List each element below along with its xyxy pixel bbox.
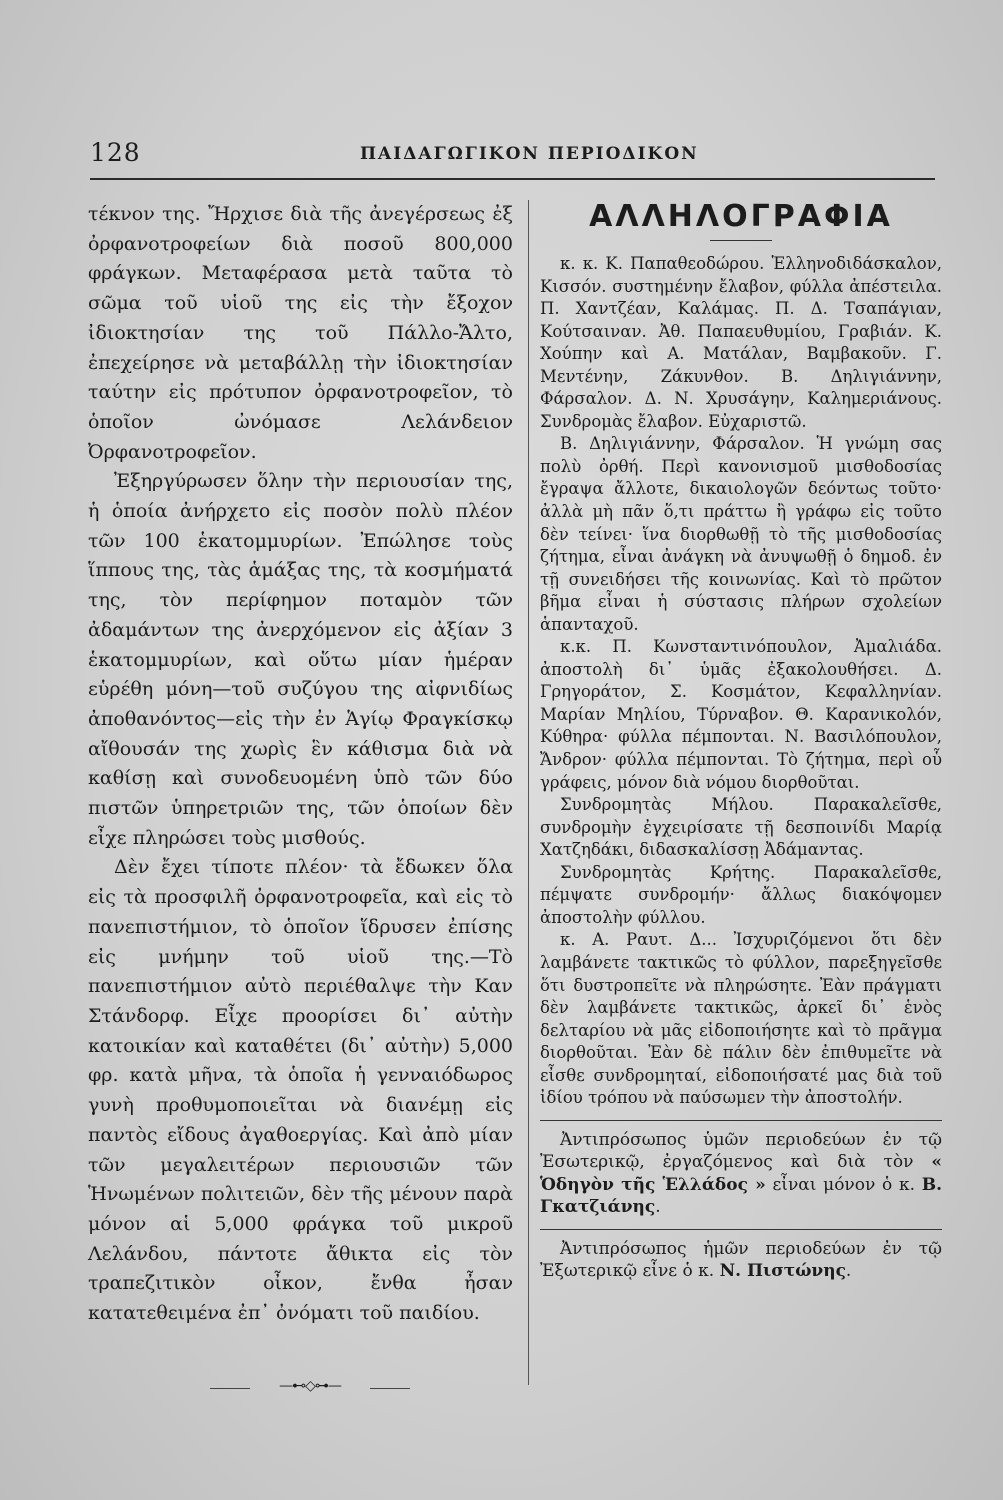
notice-text: Ἀντιπρόσωπος ἡμῶν περιοδεύων ἐν τῷ Ἐξωτερικῷ εἶνε ὁ κ. [540, 1238, 942, 1282]
article-column [88, 200, 513, 1329]
correspondence-column [540, 200, 942, 1283]
ornament-line-right [370, 1388, 410, 1389]
notice-rule [540, 1120, 942, 1121]
correspondence-entry: Συνδρομητὰς Μήλου. Παρακαλεῖσθε, συνδρομὴν ἐγχειρίσατε τῇ δεσποινίδι Μαρίᾳ Χατζηδάκι, διδασκαλίσσῃ Ἀδάμαντας. [540, 795, 942, 860]
notice-text: εἶναι μόνον ὁ κ. [765, 1174, 922, 1195]
representative-notice-interior [540, 1129, 942, 1219]
column-divider [528, 200, 529, 1385]
article-paragraph: Ἐξηργύρωσεν ὅλην τὴν περιουσίαν της, ἡ ὁποία ἀνήρχετο εἰς ποσὸν πολὺ πλέον τῶν 100 ἑκατομμυρίων. Ἐπώλησε τοὺς ἵππους της, τὰς ἁμάξας της, τὰ κοσμήματά της, τὸν περίφημον ποταμὸν τῶν ἀδαμάντων της ἀνερχόμενον εἰς ἀξίαν 3 ἑκατομμυρίων, καὶ οὕτω μίαν ἡμέραν εὑρέθη μόνη—τοῦ συζύγου της αἰφνιδίως ἀποθανόντος—εἰς τὴν ἐν Ἁγίῳ Φραγκίσκῳ αἴθουσάν της χωρὶς ἓν κάθισμα διὰ νὰ καθίσῃ καὶ συνοδευομένη ὑπὸ τῶν δύο πιστῶν ὑπηρετριῶν της, τῶν ὁποίων δὲν εἶχε πληρώσει τοὺς μισθούς. [88, 470, 513, 849]
notice-paragraph [540, 1238, 942, 1283]
correspondence-entry: Β. Δηλιγιάννην, Φάρσαλον. Ἡ γνώμη σας πολὺ ὀρθή. Περὶ κανονισμοῦ μισθοδοσίας ἔγραψα ἄλλοτε, δικαιολογῶν δεόντως τοῦτο· ἀλλὰ μὴ πᾶν ὅ,τι πράττω ἢ γράφω εἰς τοῦτο δὲν τείνει· ἵνα διορθωθῇ τὸ τῆς μισθοδοσίας ζήτημα, εἶναι ἀνάγκη νὰ ἀνυψωθῇ ὁ δημοδ. ἐν τῇ συνειδήσει τῆς κοινωνίας. Καὶ τὸ πρῶτον βῆμα εἶναι ἡ σύστασις πλήρων σχολείων ἁπανταχοῦ. [540, 434, 942, 634]
correspondence-entry: κ. Α. Ραυτ. Δ... Ἰσχυριζόμενοι ὅτι δὲν λαμβάνετε τακτικῶς τὸ φύλλον, παρεξηγεῖσθε ὅτι δυστροπεῖτε νὰ πληρώσητε. Ἐὰν πράγματι δὲν λαμβάνετε τακτικῶς, ἀρκεῖ δι᾽ ἑνὸς δελταρίου νὰ μᾶς εἰδοποιήσητε καὶ τὸ πρᾶγμα διορθοῦται. Ἐὰν δὲ πάλιν δὲν ἐπιθυμεῖτε νὰ εἶσθε συνδρομηταί, εἰδοποιήσατέ μας διὰ τοῦ ἰδίου τρόπου νὰ παύσωμεν τὴν ἀποστολήν. [540, 930, 942, 1108]
running-header [90, 138, 935, 174]
title-rule [710, 240, 772, 241]
notice-text: . [655, 1197, 661, 1218]
journal-title: ΠΑΙΔΑΓΩΓΙΚΟΝ ΠΕΡΙΟΔΙΚΟΝ [360, 144, 699, 164]
representative-name: Β. Γκατζιάνης [540, 1174, 942, 1218]
end-ornament: —⊷◇⊶— [279, 1378, 341, 1394]
correspondence-entry: κ. κ. Κ. Παπαθεοδώρου. Ἑλληνοδιδάσκαλον, Κισσόν. συστημένην ἔλαβον, φύλλα ἀπέστειλα. Π. Χαντζέαν, Καλάμας. Π. Δ. Τσαπάγιαν, Κούτσαιναν. Ἀθ. Παπαευθυμίου, Γραβιάν. Κ. Χούπην καὶ Α. Ματάλαν, Βαμβακοῦν. Γ. Μεντένην, Ζάκυνθον. Β. Δηλιγιάννην, Φάρσαλον. Δ. Ν. Χρυσάγην, Καλημεριάνους. Συνδρομὰς ἔλαβον. Εὐχαριστῶ. [540, 254, 942, 431]
correspondence-entries [540, 253, 942, 1110]
notice-rule [540, 1229, 942, 1230]
representative-notice-exterior [540, 1238, 942, 1283]
notice-text: Ἀντιπρόσωπος ὑμῶν περιοδεύων ἐν τῷ Ἐσωτερικῷ, ἐργαζόμενος καὶ διὰ τὸν [540, 1129, 942, 1173]
correspondence-title: ΑΛΛΗΛΟΓΡΑΦΙΑ [589, 199, 893, 234]
representative-name: Ν. Πιστώνης [719, 1261, 846, 1282]
article-paragraph: Δὲν ἔχει τίποτε πλέον· τὰ ἔδωκεν ὅλα εἰς τὰ προσφιλῆ ὀρφανοτροφεῖα, καὶ εἰς τὸ πανεπιστήμιον, τὸ ὁποῖον ἵδρυσεν ἐπίσης εἰς μνήμην τοῦ υἱοῦ της.—Τὸ πανεπιστήμιον αὐτὸ περιέθαλψε τὴν Καν Στάνδορφ. Εἶχε προορίσει δι᾽ αὐτὴν κατοικίαν καὶ καταθέτει (δι᾽ αὐτὴν) 5,000 φρ. κατὰ μῆνα, τὰ ὁποῖα ἡ γενναιόδωρος γυνὴ προθυμοποιεῖται νὰ διανέμῃ εἰς παντὸς εἴδους ἀγαθοεργίας. Καὶ ἀπὸ μίαν τῶν μεγαλειτέρων περιουσιῶν τῶν Ἡνωμένων πολιτειῶν, δὲν τῆς μένουν παρὰ μόνον αἱ 5,000 φράγκα τοῦ μικροῦ Λελάνδου, πάντοτε ἄθικτα εἰς τὸν τραπεζιτικὸν οἶκον, ἔνθα ἦσαν κατατεθειμένα ἐπ᾽ ὀνόματι τοῦ παιδίου. [88, 856, 513, 1325]
correspondence-entry: Συνδρομητὰς Κρήτης. Παρακαλεῖσθε, πέμψατε συνδρομήν· ἄλλως διακόψομεν ἀποστολὴν φύλλου. [540, 862, 942, 927]
correspondence-entry: κ.κ. Π. Κωνσταντινόπουλον, Ἀμαλιάδα. ἀποστολὴ δι᾽ ὑμᾶς ἐξακολουθήσει. Δ. Γρηγοράτον, Σ. Κοσμάτον, Κεφαλληνίαν. Μαρίαν Μηλίου, Τύρναβον. Θ. Καρανικολόν, Κύθηρα· φύλλα πέμπονται. Ν. Βασιλόπουλον, Ἄνδρον· φύλλα πέμπονται. Τὸ ζήτημα, περὶ οὗ γράφεις, μόνον διὰ νόμου διορθοῦται. [540, 637, 942, 792]
notice-text: . [845, 1261, 852, 1282]
article-paragraph: τέκνον της. Ἤρχισε διὰ τῆς ἀνεγέρσεως ἐξ ὀρφανοτροφείων διὰ ποσοῦ 800,000 φράγκων. Μεταφέρασα μετὰ ταῦτα τὸ σῶμα τοῦ υἱοῦ της εἰς τὴν ἔξοχον ἰδιοκτησίαν της τοῦ Πάλλο-Ἄλτο, ἐπεχείρησε νὰ μεταβάλλῃ τὴν ἰδιοκτησίαν ταύτην εἰς πρότυπον ὀρφανοτροφεῖον, τὸ ὁποῖον ὠνόμασε Λελάνδειον Ὀρφανοτροφεῖον. [88, 203, 513, 463]
guide-title: « Ὁδηγὸν τῆς Ἑλλάδος » [540, 1152, 942, 1195]
notice-paragraph [540, 1129, 942, 1219]
header-rule [90, 178, 935, 180]
page-number: 128 [90, 138, 141, 167]
